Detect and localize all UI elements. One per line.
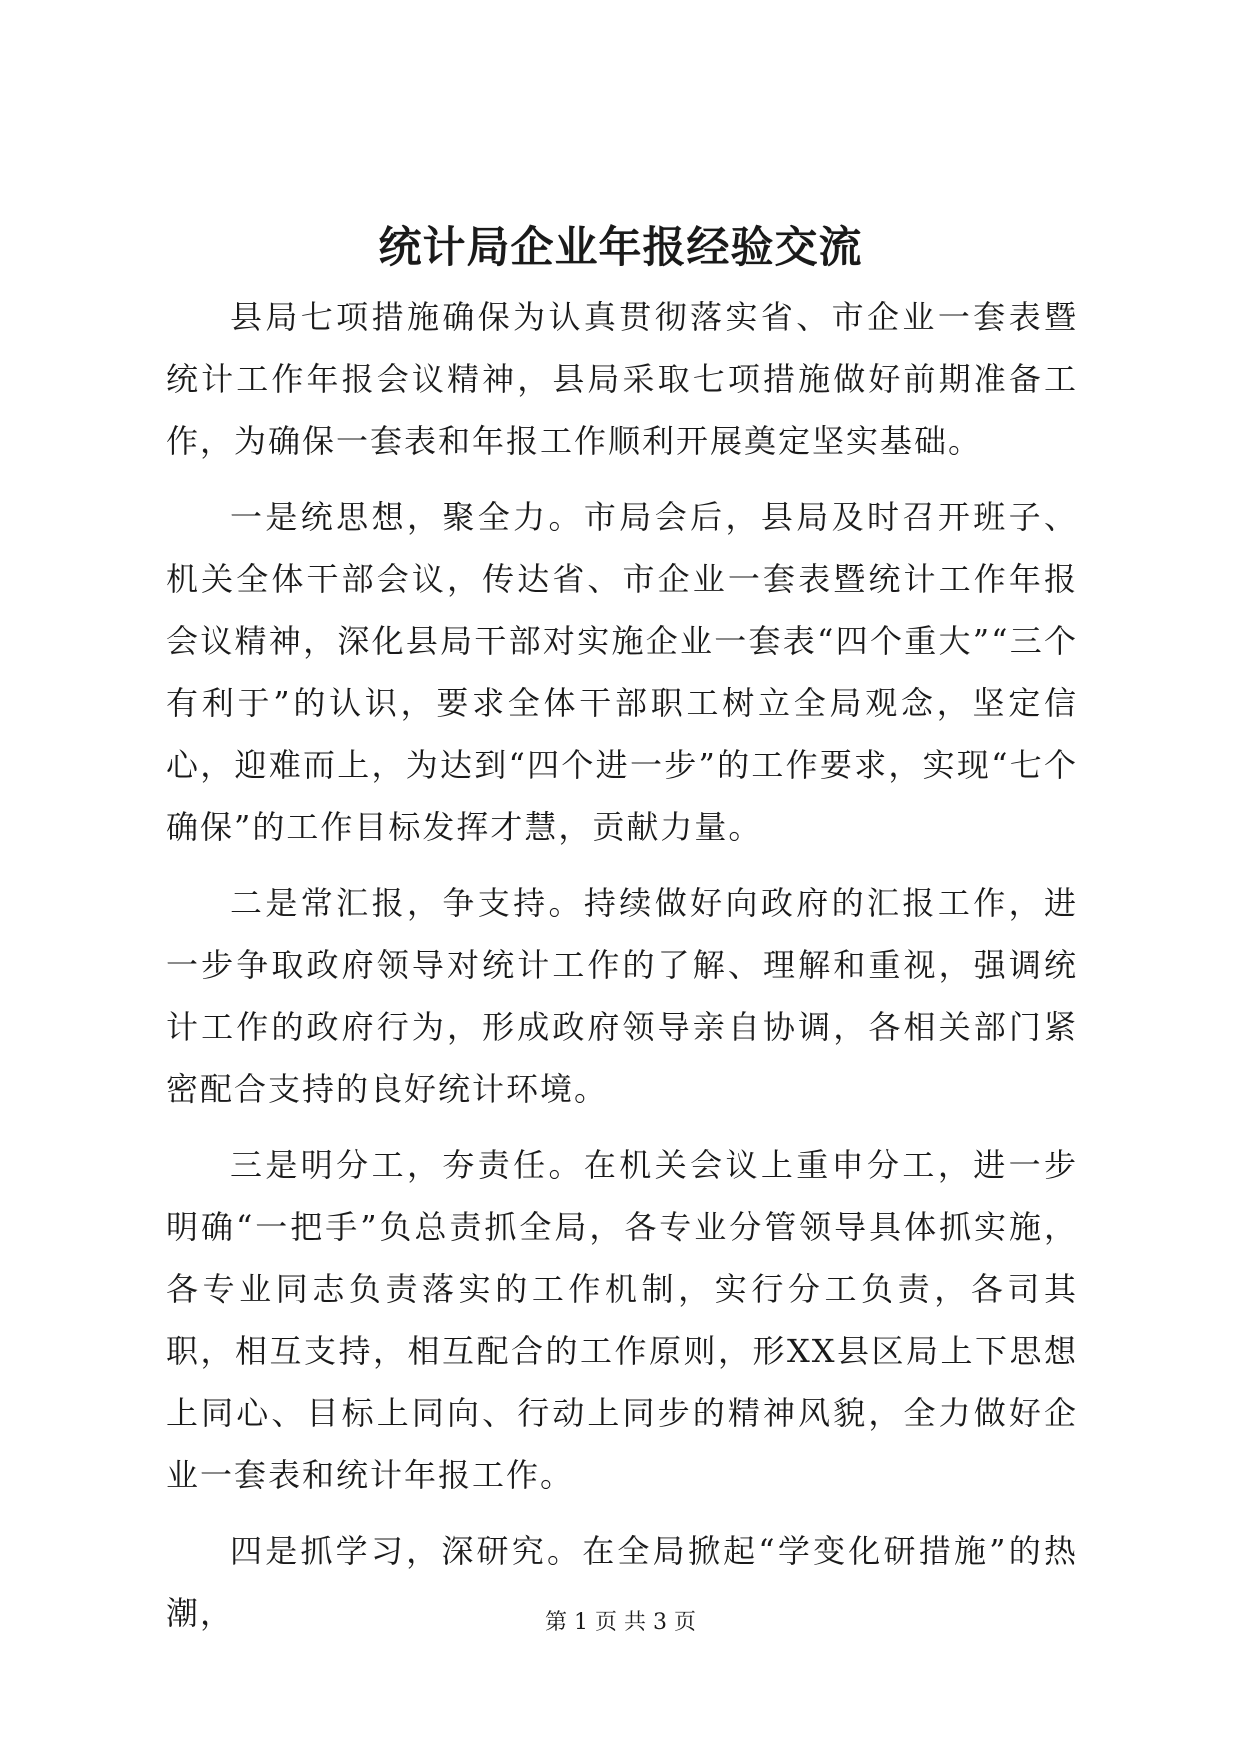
- paragraph-measure-4: 四是抓学习，深研究。在全局掀起“学变化研措施”的热潮，: [166, 1532, 1078, 1632]
- paragraph-intro: 县局七项措施确保为认真贯彻落实省、市企业一套表暨统计工作年报会议精神，县局采取七项措施做好前期准备工作，为确保一套表和年报工作顺利开展奠定坚实基础。: [166, 298, 1078, 460]
- paragraph-measure-2: 二是常汇报，争支持。持续做好向政府的汇报工作，进一步争取政府领导对统计工作的了解、理解和重视，强调统计工作的政府行为，形成政府领导亲自协调，各相关部门紧密配合支持的良好统计环境。: [166, 884, 1078, 1108]
- paragraph-measure-1: 一是统思想，聚全力。市局会后，县局及时召开班子、机关全体干部会议，传达省、市企业一套表暨统计工作年报会议精神，深化县局干部对实施企业一套表“四个重大”“三个有利于”的认识，要求全体干部职工树立全局观念，坚定信心，迎难而上，为达到“四个进一步”的工作要求，实现“七个确保”的工作目标发挥才慧，贡献力量。: [166, 498, 1078, 846]
- document-title: 统计局企业年报经验交流: [378, 223, 863, 273]
- document-body: [166, 286, 1078, 1658]
- page-footer: 第 1 页 共 3 页: [545, 1610, 696, 1635]
- paragraph-measure-3: 三是明分工，夯责任。在机关会议上重申分工，进一步明确“一把手”负总责抓全局，各专业分管领导具体抓实施，各专业同志负责落实的工作机制，实行分工负责，各司其职，相互支持，相互配合的工作原则，形XX县区局上下思想上同心、目标上同向、行动上同步的精神风貌，全力做好企业一套表和统计年报工作。: [166, 1146, 1078, 1494]
